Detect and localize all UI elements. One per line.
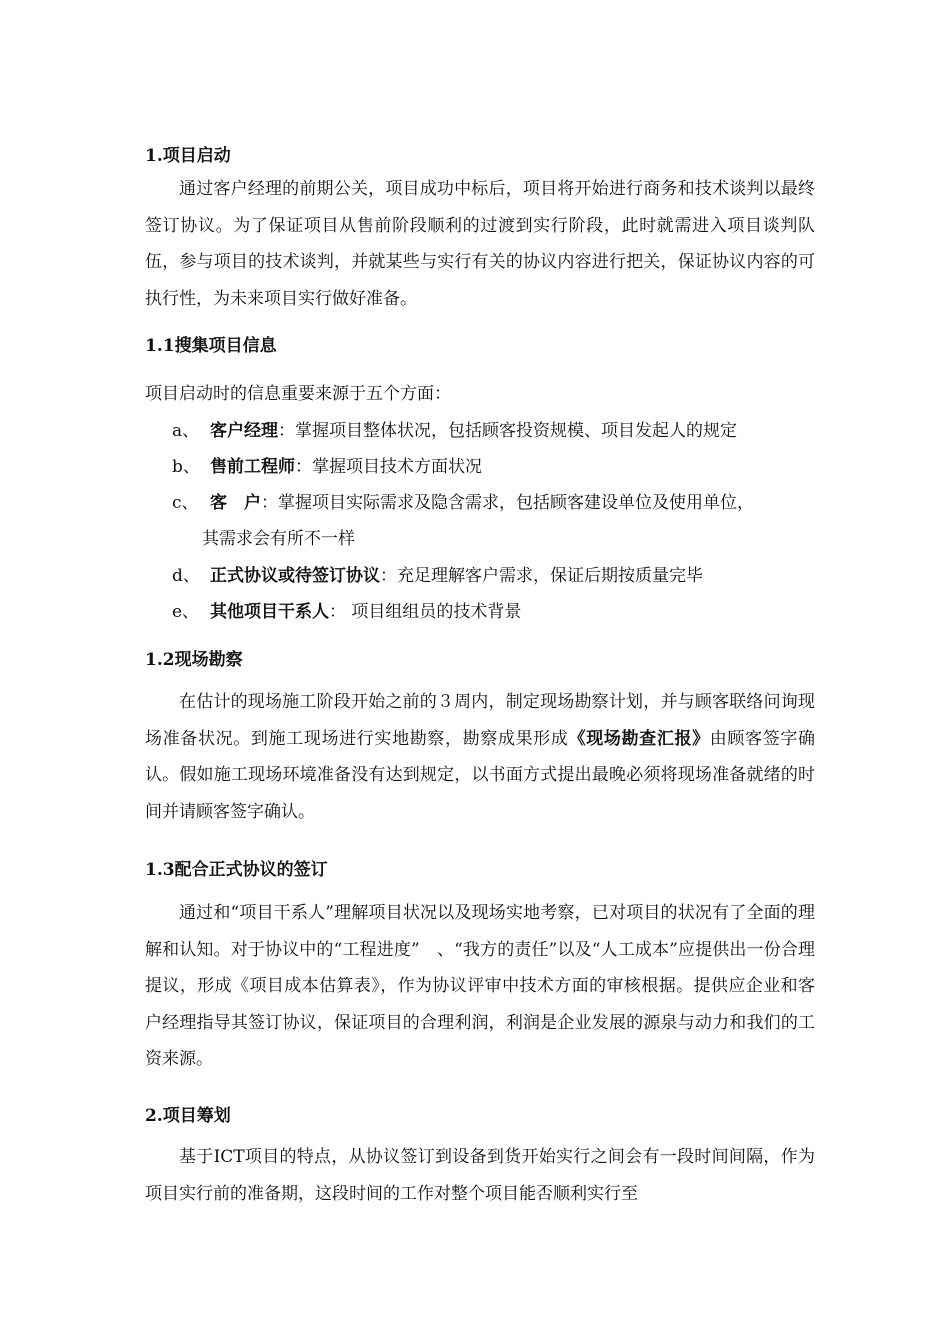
list-desc: ：掌握项目实际需求及隐含需求，包括顾客建设单位及使用单位， (261, 493, 754, 513)
list-term: 客户经理 (210, 421, 278, 441)
list-term: 正式协议或待签订协议 (210, 566, 380, 586)
section-1-paragraph: 通过客户经理的前期公关，项目成功中标后，项目将开始进行商务和技术谈判以最终签订协议。为了保证项目从售前阶段顺利的过渡到实行阶段，此时就需进入项目谈判队伍，参与项目的技术谈判，并就某些与实行有关的协议内容进行把关，保证协议内容的可执行性，为未来项目实行做好准备。 (145, 179, 815, 309)
section-1-heading: 1.项目启动 (145, 146, 231, 166)
paragraph-text: 由顾客签字确认。假如施工现场环境准备没有达到规定，以书面方式提出最晚必须将现场准备就绪的时间并请顾客签字确认。 (145, 728, 816, 822)
section-1-3-heading: 1.3配合正式协议的签订 (145, 860, 328, 880)
section-2-paragraph: 基于ICT项目的特点，从协议签订到设备到货开始实行之间会有一段时间间隔，作为项目实行前的准备期，这段时间的工作对整个项目能否顺利实行至 (145, 1147, 815, 1204)
list-item-d (172, 561, 703, 586)
list-term: 客 户 (210, 493, 261, 513)
list-marker: d、 (172, 566, 200, 586)
section-2-heading: 2.项目筹划 (145, 1106, 231, 1126)
list-item-c-continuation: 其需求会有所不一样 (202, 529, 355, 549)
list-desc: ：掌握项目整体状况，包括顾客投资规模、项目发起人的规定 (278, 421, 737, 441)
report-title: 《现场勘查汇报》 (568, 728, 710, 749)
section-1-3-paragraph: 通过和“项目干系人”理解项目状况以及现场实地考察，已对项目的状况有了全面的理解和认知。对于协议中的“工程进度” 、“我方的责任”以及“人工成本”应提供出一份合理提议，形成《项目成本估算表》，作为协议评审中技术方面的审核根据。提供应企业和客户经理指导其签订协议，保证项目的合理利润，利润是企业发展的源泉与动力和我们的工资来源。 (145, 903, 815, 1069)
list-marker: b、 (172, 457, 200, 477)
section-1-1-intro: 项目启动时的信息重要来源于五个方面： (145, 384, 451, 404)
list-item-e (172, 597, 521, 622)
paragraph-text: 在估计的现场施工阶段开始之前的３周内，制定现场勘察计划，并与顾客联络问询现场准备状况。到施工现场进行实地勘察，勘察成果形成 (145, 692, 815, 749)
list-item-a (172, 416, 737, 441)
list-item-b (172, 452, 482, 477)
list-marker: e、 (172, 602, 200, 622)
list-item-c (172, 488, 754, 513)
section-1-2-paragraph (145, 684, 815, 830)
list-marker: a、 (172, 421, 200, 441)
list-desc: ：充足理解客户需求，保证后期按质量完毕 (380, 566, 703, 586)
section-1-1-heading: 1.1搜集项目信息 (145, 336, 277, 356)
list-marker: c、 (172, 493, 199, 513)
section-1-2-heading: 1.2现场勘察 (145, 650, 243, 670)
list-desc: ： 项目组组员的技术背景 (329, 602, 522, 622)
list-term: 其他项目干系人 (210, 602, 329, 622)
list-desc: ：掌握项目技术方面状况 (295, 457, 482, 477)
list-term: 售前工程师 (210, 457, 295, 477)
